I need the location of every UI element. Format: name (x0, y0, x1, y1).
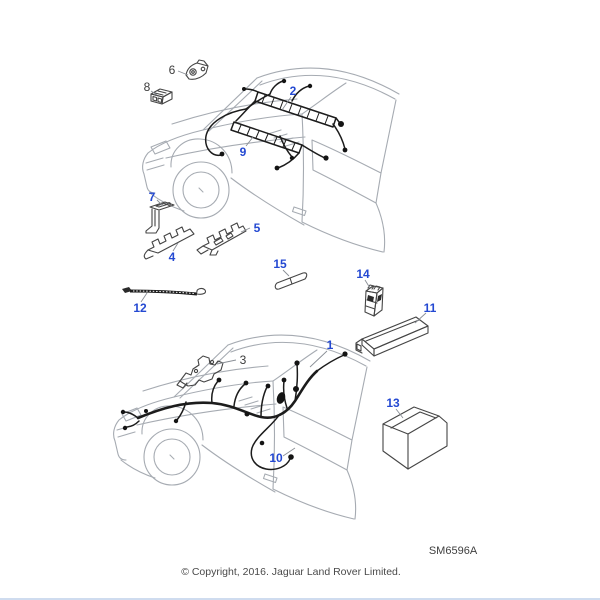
part-13-box (383, 407, 447, 469)
diagram-code: SM6596A (428, 545, 478, 557)
callout-14[interactable]: 14 (356, 267, 370, 281)
callout-1[interactable]: 1 (326, 338, 334, 352)
part-7-bracket (146, 202, 174, 233)
callout-12[interactable]: 12 (133, 301, 147, 315)
part-15-sleeve (275, 273, 306, 289)
callout-11[interactable]: 11 (423, 301, 437, 315)
callout-8[interactable]: 8 (143, 80, 151, 94)
callout-3[interactable]: 3 (239, 353, 247, 367)
callout-5[interactable]: 5 (253, 221, 261, 235)
part-14-relay (365, 285, 383, 316)
part-5-retainer (197, 223, 246, 255)
callout-13[interactable]: 13 (386, 396, 400, 410)
callout-10[interactable]: 10 (269, 451, 283, 465)
callout-7[interactable]: 7 (148, 190, 156, 204)
callout-9[interactable]: 9 (239, 145, 247, 159)
part-8-connector (151, 89, 172, 104)
part-12-cable-tie (122, 287, 206, 294)
callout-2[interactable]: 2 (289, 84, 297, 98)
callout-15[interactable]: 15 (273, 257, 287, 271)
copyright-text: © Copyright, 2016. Jaguar Land Rover Limited. (181, 566, 401, 578)
part-6-bracket (186, 60, 208, 79)
callout-6[interactable]: 6 (168, 63, 176, 77)
part-11-module (356, 317, 428, 356)
callout-4[interactable]: 4 (168, 250, 176, 264)
